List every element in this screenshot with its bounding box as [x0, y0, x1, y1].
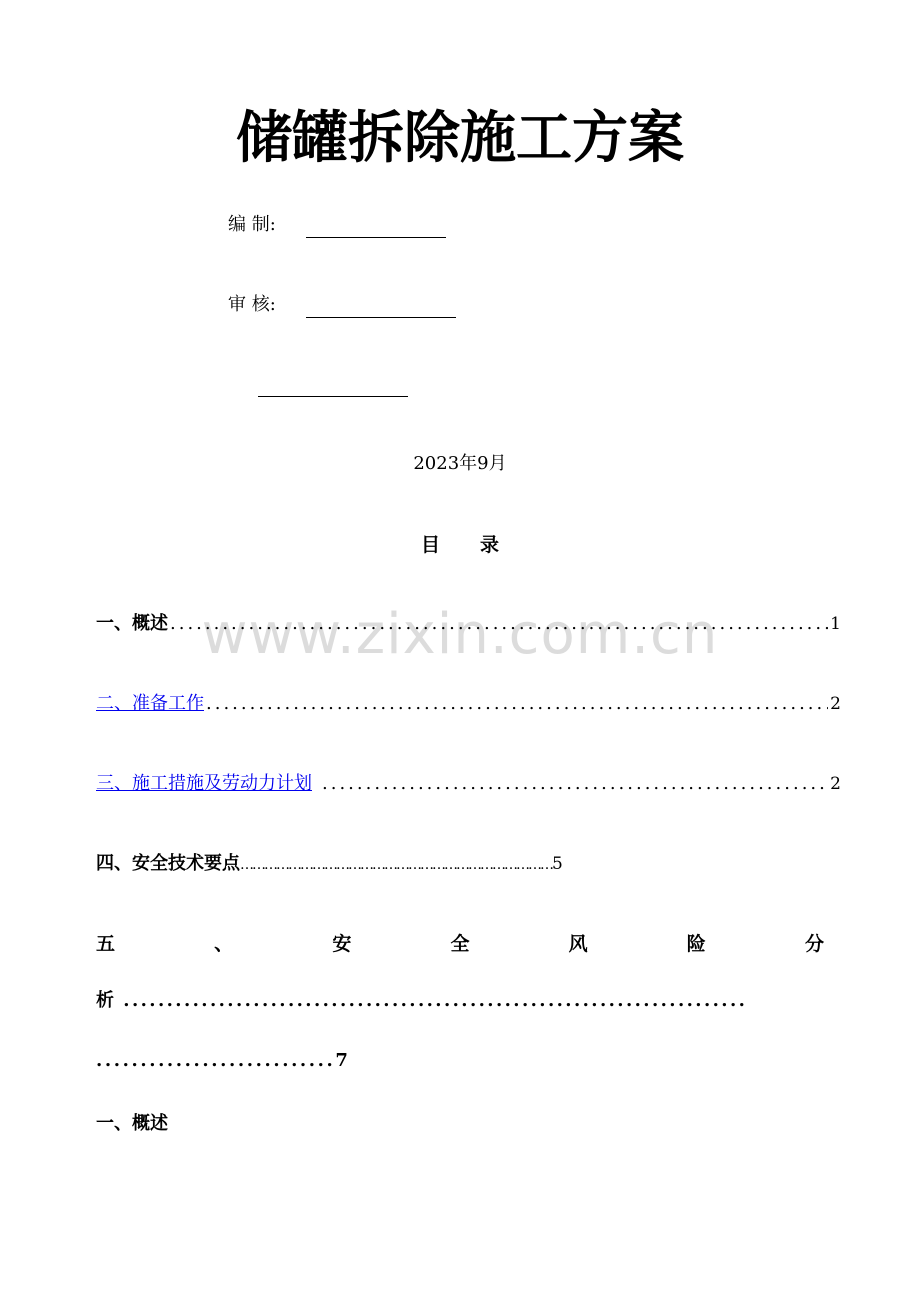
compiled-by-blank [306, 217, 446, 238]
toc-item-link[interactable]: 三、施工措施及劳动力计划 [96, 773, 312, 794]
toc-heading [0, 531, 920, 559]
toc-item-page: 2 [830, 774, 841, 794]
toc-char: 安 [332, 933, 352, 955]
toc-leader-dots [322, 771, 828, 797]
reviewed-by-field [228, 292, 456, 318]
approval-blank [258, 396, 408, 397]
toc-char: 全 [450, 933, 470, 955]
document-date: 2023年9月 [413, 453, 507, 474]
toc-char: 析 [96, 990, 114, 1011]
compiled-by-label: 编 制: [228, 214, 276, 235]
toc-leader-dots: …………………………………………………………………… [240, 857, 552, 873]
toc-leader-dots [206, 691, 828, 717]
toc-char: 险 [686, 933, 706, 955]
compiled-by-field [228, 212, 446, 238]
document-title: 储罐拆除施工方案 [236, 105, 684, 171]
toc-leader-dots [170, 611, 828, 637]
toc-item[interactable] [96, 851, 756, 878]
toc-item-5-line1[interactable] [96, 929, 824, 959]
reviewed-by-label: 审 核: [228, 294, 276, 315]
toc-item-page: 5 [552, 854, 563, 874]
toc-item-title: 一、概述 [96, 613, 168, 634]
toc-item-5-line3: ...........................7 [96, 1050, 351, 1071]
toc-char: 、 [214, 933, 234, 955]
toc-item[interactable] [96, 611, 841, 637]
section-heading: 一、概述 [96, 1113, 168, 1134]
toc-item[interactable] [96, 691, 841, 717]
watermark: www.zixin.com.cn [201, 602, 719, 667]
toc-item-title: 四、安全技术要点 [96, 853, 240, 874]
toc-char: 五 [96, 933, 116, 955]
toc-char: 分 [804, 933, 824, 955]
reviewed-by-blank [306, 297, 456, 318]
toc-leader-dots: ........................................................................ [123, 990, 748, 1011]
toc-heading-left: 目 [420, 534, 440, 556]
toc-char: 风 [568, 933, 588, 955]
toc-item-page: 1 [830, 614, 841, 634]
toc-item-5-line2 [96, 987, 836, 1015]
toc-item-link[interactable]: 二、准备工作 [96, 693, 204, 714]
toc-item-page: 2 [830, 694, 841, 714]
toc-heading-right: 录 [480, 534, 500, 556]
toc-item[interactable] [96, 771, 841, 797]
